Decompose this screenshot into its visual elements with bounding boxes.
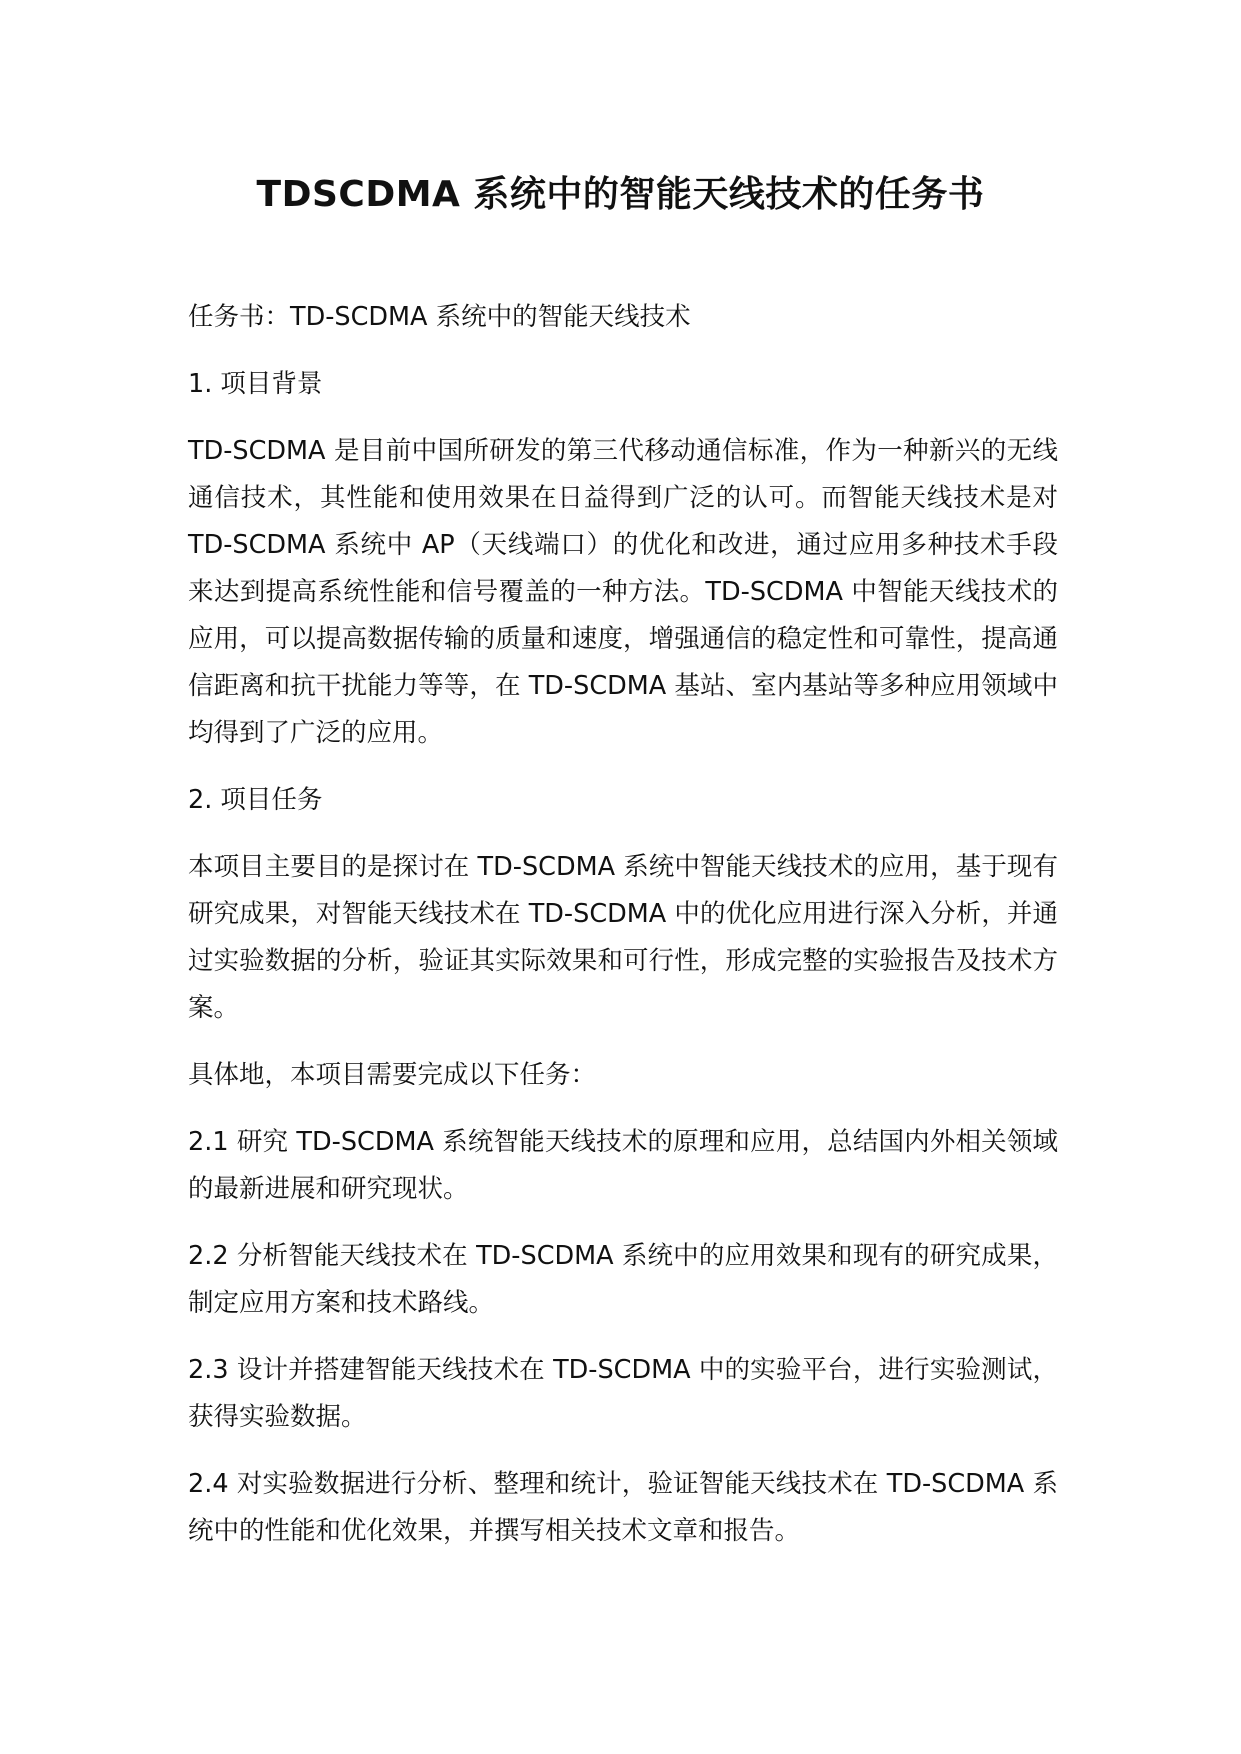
task-item-2-1: 2.1 研究 TD-SCDMA 系统智能天线技术的原理和应用，总结国内外相关领域的最新进展和研究现状。 [188, 1127, 1058, 1204]
task-book-heading: 任务书：TD-SCDMA 系统中的智能天线技术 [188, 302, 691, 332]
background-paragraph: TD-SCDMA 是目前中国所研发的第三代移动通信标准，作为一种新兴的无线通信技术，其性能和使用效果在日益得到广泛的认可。而智能天线技术是对 TD-SCDMA 系统中 AP（天线端口）的优化和改进，通过应用多种技术手段来达到提高系统性能和信号覆盖的一种方法。TD-SCDMA 中智能天线技术的应用，可以提高数据传输的质量和速度，增强通信的稳定性和可靠性，提高通信距离和抗干扰能力等等，在 TD-SCDMA 基站、室内基站等多种应用领域中均得到了广泛的应用。 [188, 436, 1058, 748]
task-item-2-4: 2.4 对实验数据进行分析、整理和统计，验证智能天线技术在 TD-SCDMA 系统中的性能和优化效果，并撰写相关技术文章和报告。 [188, 1469, 1058, 1546]
task-item-2-2: 2.2 分析智能天线技术在 TD-SCDMA 系统中的应用效果和现有的研究成果，制定应用方案和技术路线。 [188, 1241, 1058, 1318]
tasks-paragraph: 本项目主要目的是探讨在 TD-SCDMA 系统中智能天线技术的应用，基于现有研究成果，对智能天线技术在 TD-SCDMA 中的优化应用进行深入分析，并通过实验数据的分析，验证其实际效果和可行性，形成完整的实验报告及技术方案。 [188, 852, 1058, 1023]
section-heading-tasks: 2. 项目任务 [188, 785, 323, 815]
tasks-intro: 具体地，本项目需要完成以下任务： [188, 1060, 597, 1090]
section-heading-background: 1. 项目背景 [188, 369, 323, 399]
document-body [188, 294, 1058, 1575]
document-title: TDSCDMA 系统中的智能天线技术的任务书 [256, 174, 985, 215]
task-item-2-3: 2.3 设计并搭建智能天线技术在 TD-SCDMA 中的实验平台，进行实验测试，获得实验数据。 [188, 1355, 1058, 1432]
